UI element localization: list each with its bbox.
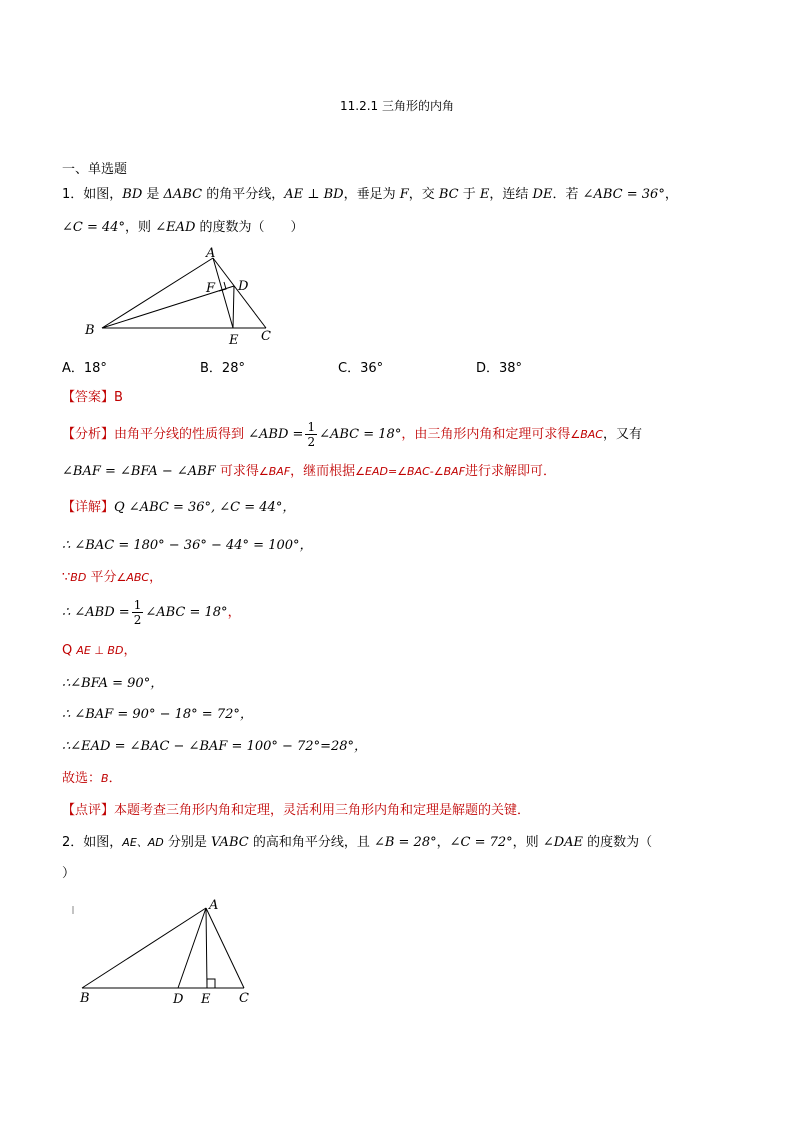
option-b[interactable]: B．28° — [200, 361, 245, 376]
fraction-denominator: 2 — [307, 435, 316, 449]
q2-text: ，则 — [512, 835, 543, 850]
detail-text: ， — [227, 605, 241, 620]
segment-ad — [178, 908, 206, 988]
detail-math: ∴ ∠BAF = 90° − 18° = 72°， — [62, 707, 253, 722]
analysis-text: 由角平分线的性质得到 — [114, 427, 249, 442]
q1-math: F — [399, 187, 409, 202]
q1-math: DE — [532, 187, 553, 202]
analysis-text: 可求得 — [215, 464, 259, 479]
analysis-text: ，又有 — [602, 427, 642, 442]
q2-text: ， — [436, 835, 450, 850]
q1-text: ， — [664, 187, 678, 202]
segment-ba — [102, 258, 213, 328]
option-a[interactable]: A．18° — [62, 361, 107, 376]
option-d[interactable]: D．38° — [476, 361, 523, 376]
label-d: D — [238, 279, 249, 294]
detail-line-9 — [62, 771, 122, 787]
q1-text: ，交 — [408, 187, 439, 202]
q2-figure — [66, 898, 266, 1010]
q1-math: ΔABC — [163, 187, 203, 202]
comment-text: 本题考查三角形内角和定理，灵活利用三角形内角和定理是解题的关键． — [114, 803, 531, 818]
q1-math: AE ⊥ BD — [284, 187, 344, 202]
q1-math: BC — [438, 187, 459, 202]
analysis-math: ∠ABC = 18° — [319, 427, 402, 442]
answer-tag: 【答案】 — [62, 390, 115, 405]
q1-text: ．若 — [552, 187, 583, 202]
analysis-math: ∠BAF — [258, 465, 291, 478]
comment-tag: 【点评】 — [62, 803, 115, 818]
right-angle-mark — [207, 979, 215, 988]
q1-options — [62, 357, 622, 376]
detail-text: ， — [123, 643, 137, 658]
page-title: 11.2.1 三角形的内角 — [340, 99, 454, 113]
label-d: D — [173, 992, 184, 1007]
detail-math: ∴ ∠BAC = 180° − 36° − 44° = 100°， — [62, 538, 313, 553]
analysis-math: ∠BAF = ∠BFA − ∠ABF — [62, 464, 216, 479]
analysis-line-2 — [62, 464, 556, 480]
q2-line-2: ） — [62, 866, 76, 881]
segment-ba — [82, 908, 206, 988]
q2-number: 2． — [62, 835, 84, 850]
q1-line-2 — [62, 220, 304, 236]
q1-text: ，垂足为 — [343, 187, 400, 202]
q2-text: 如图， — [83, 835, 123, 850]
q1-text: 于 — [458, 187, 480, 202]
detail-tag: 【详解】 — [62, 500, 115, 515]
label-f: F — [206, 281, 216, 296]
q2-text: 分别是 — [163, 835, 212, 850]
q2-text: 的度数为（ — [583, 835, 653, 850]
fraction-denominator: 2 — [133, 613, 142, 627]
q1-text: 的角平分线， — [202, 187, 285, 202]
segment-ae — [213, 258, 233, 328]
analysis-line-1 — [62, 420, 642, 449]
q2-math: AE、AD — [122, 836, 164, 849]
analysis-math: ∠ABD = — [248, 427, 304, 442]
label-a: A — [209, 898, 219, 913]
detail-math: ∠ABC — [116, 571, 150, 584]
segment-ae — [206, 908, 207, 988]
analysis-text: ，继而根据 — [290, 464, 356, 479]
q1-math: BD — [122, 187, 143, 202]
analysis-text: ，由三角形内角和定理可求得 — [401, 427, 571, 442]
q1-figure — [80, 246, 280, 348]
detail-math: ∴ ∠ABD = — [62, 605, 130, 620]
q2-math: ∠B = 28° — [373, 835, 437, 850]
label-b: B — [85, 323, 95, 338]
detail-math: B — [101, 772, 109, 785]
q1-text: 是 — [142, 187, 164, 202]
detail-math: Q ∠ABC = 36°, ∠C = 44°， — [114, 500, 296, 515]
q1-number: 1． — [62, 187, 84, 202]
analysis-math: ∠EAD=∠BAC-∠BAF — [355, 465, 466, 478]
detail-text: ∵ — [62, 570, 71, 585]
label-b: B — [80, 991, 90, 1006]
q2-math: VABC — [211, 835, 249, 850]
analysis-text: 进行求解即可． — [465, 464, 557, 479]
detail-line-4 — [62, 598, 241, 627]
label-c: C — [261, 329, 271, 344]
detail-math: ∠ABC = 18° — [145, 605, 228, 620]
q1-text: 的度数为（ ） — [195, 220, 304, 235]
detail-math: BD — [70, 571, 87, 584]
fraction-one-half — [132, 598, 144, 627]
q1-text: 如图， — [83, 187, 123, 202]
answer-line — [62, 390, 123, 406]
fraction-numerator: 1 — [133, 598, 142, 612]
label-a: A — [206, 246, 216, 261]
q1-math: ∠ABC = 36° — [582, 187, 665, 202]
q1-math: ∠EAD — [155, 220, 196, 235]
fraction-one-half — [305, 420, 317, 449]
q1-text: ，则 — [125, 220, 156, 235]
fraction-numerator: 1 — [307, 420, 316, 434]
detail-line-5 — [62, 643, 136, 659]
label-e: E — [229, 333, 239, 348]
q1-text: ，连结 — [489, 187, 533, 202]
segment-de — [233, 286, 234, 328]
detail-line-8 — [62, 739, 367, 755]
detail-text: 平分 — [86, 570, 117, 585]
comment-line — [62, 803, 530, 819]
analysis-tag: 【分析】 — [62, 427, 115, 442]
section-heading: 一、单选题 — [62, 162, 128, 177]
q1-line-1 — [62, 187, 678, 203]
option-c[interactable]: C．36° — [338, 361, 384, 376]
detail-text: Q — [62, 643, 77, 658]
analysis-math: ∠BAC — [570, 428, 603, 441]
q1-math: ∠C = 44° — [62, 220, 126, 235]
q2-math: ∠C = 72° — [449, 835, 513, 850]
detail-line-7 — [62, 707, 253, 723]
detail-line-1 — [62, 500, 295, 516]
label-e: E — [201, 992, 211, 1007]
detail-text: 故选： — [62, 771, 102, 786]
detail-math: ∴∠EAD = ∠BAC − ∠BAF = 100° − 72°=28°， — [62, 739, 368, 754]
detail-math: ∴∠BFA = 90°， — [62, 676, 164, 691]
label-c: C — [239, 991, 249, 1006]
q2-text: 的高和角平分线，且 — [248, 835, 374, 850]
detail-line-3 — [62, 570, 162, 586]
answer-value: B — [114, 390, 123, 405]
q2-line-1 — [62, 835, 652, 851]
detail-text: ． — [108, 771, 122, 786]
q1-math: E — [479, 187, 490, 202]
detail-math: AE ⊥ BD — [76, 644, 124, 657]
detail-line-6 — [62, 676, 163, 692]
segment-ac — [206, 908, 244, 988]
q2-math: ∠DAE — [542, 835, 584, 850]
detail-line-2 — [62, 538, 313, 554]
detail-text: ， — [149, 570, 163, 585]
